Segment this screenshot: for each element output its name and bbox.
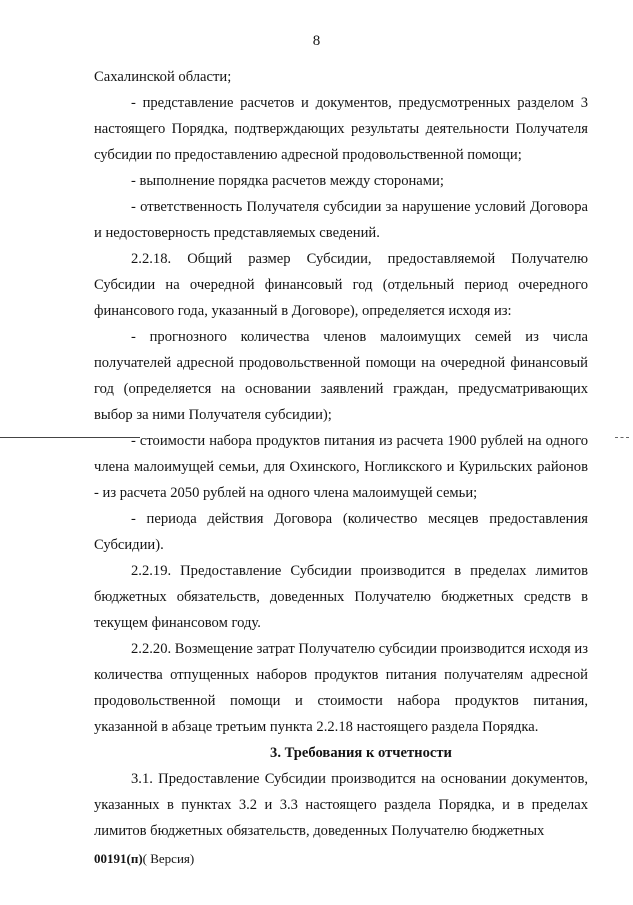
section-3-heading: 3. Требования к отчетности: [270, 745, 452, 761]
paragraph-1: Сахалинской области;: [94, 69, 232, 85]
footer: [94, 851, 194, 867]
document-code: 00191(п): [94, 851, 143, 866]
paragraph-2-2-18: 2.2.18. Общий размер Субсидии, предоставляемой Получателю Субсидии на очередной финансовый год (отдельный период очередного финансового года, указанный в Договоре), определяется исходя из:: [94, 251, 588, 319]
paragraph-2-2-19: 2.2.19. Предоставление Субсидии производится в пределах лимитов бюджетных обязательств, доведенных Получателю бюджетных средств в текущем финансовом году.: [94, 563, 588, 631]
document-body: [94, 64, 588, 844]
paragraph-4: - ответственность Получателя субсидии за нарушение условий Договора и недостоверность представляемых сведений.: [94, 199, 588, 241]
paragraph-2-2-20: 2.2.20. Возмещение затрат Получателю субсидии производится исходя из количества отпущенных наборов продуктов питания получателям адресной продовольственной помощи и стоимости набора продуктов питания, указанной в абзаце третьим пункта 2.2.18 настоящего раздела Порядка.: [94, 641, 588, 735]
paragraph-food-set-cost: - стоимости набора продуктов питания из расчета 1900 рублей на одного члена малоимущей семьи, для Охинского, Ногликского и Курильских районов - из расчета 2050 рублей на одного члена малоимущей семьи;: [94, 433, 588, 501]
paragraph-3-1: 3.1. Предоставление Субсидии производится на основании документов, указанных в пунктах 3.2 и 3.3 настоящего раздела Порядка, и в пределах лимитов бюджетных обязательств, доведенных Получателю бюджетных: [94, 771, 588, 839]
paragraph-forecast-members: - прогнозного количества членов малоимущих семей из числа получателей адресной продовольственной помощи на очередной финансовый год (определяется на основании заявлений граждан, предусматривающих выбор за ними Получателя субсидии);: [94, 329, 588, 423]
paragraph-3: - выполнение порядка расчетов между сторонами;: [131, 173, 444, 189]
document-version: ( Версия): [142, 851, 195, 866]
scan-artifact-dash-right: [615, 437, 629, 438]
page-number: 8: [312, 33, 321, 49]
paragraph-2: - представление расчетов и документов, предусмотренных разделом 3 настоящего Порядка, подтверждающих результаты деятельности Получателя субсидии по предоставлению адресной продовольственной помощи;: [94, 95, 588, 163]
paragraph-contract-period: - периода действия Договора (количество месяцев предоставления Субсидии).: [94, 511, 588, 553]
